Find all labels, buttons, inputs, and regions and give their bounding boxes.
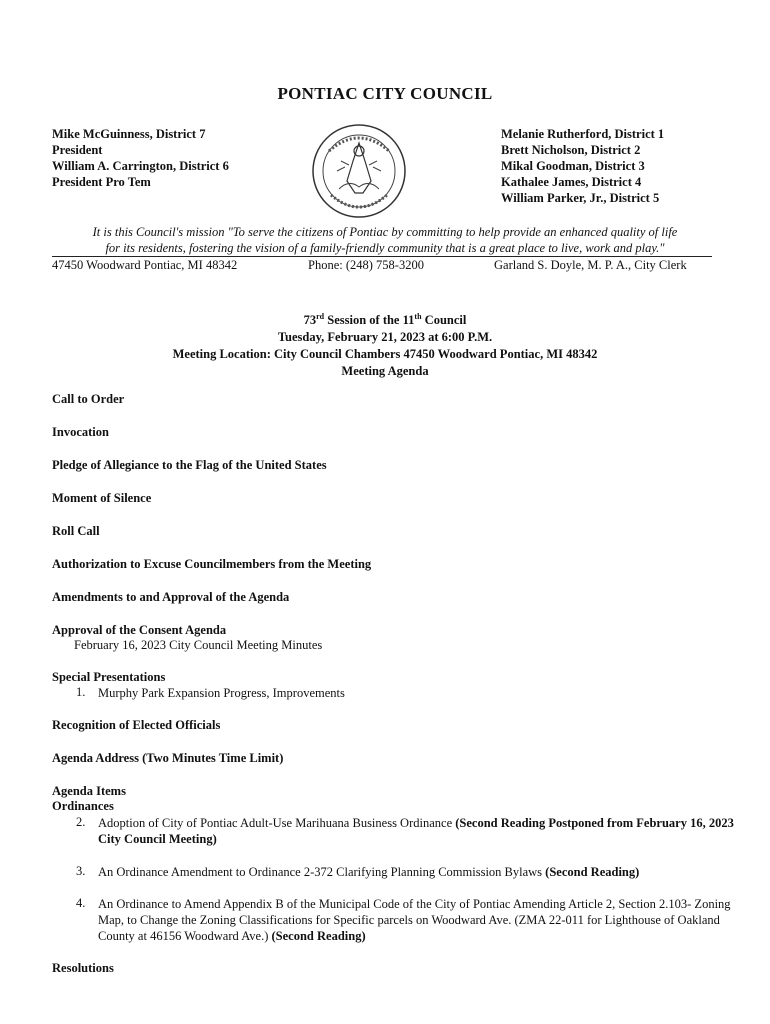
council-title: PONTIAC CITY COUNCIL — [277, 84, 493, 103]
list-number: 1. — [76, 685, 86, 699]
member-line: President — [52, 143, 103, 157]
member-line: President Pro Tem — [52, 175, 151, 189]
moment-of-silence: Moment of Silence — [52, 491, 152, 505]
consent-agenda-item: February 16, 2023 City Council Meeting Minutes — [74, 638, 323, 652]
divider — [52, 256, 712, 257]
ordinance-item: An Ordinance to Amend Appendix B of the Municipal Code of the City of Pontiac Amending Article 2, Section 2.103- Zoning Map, to Change the Zoning Classifications for Specific parcels on Woodward Ave. (ZMA 22-011 for Lighthouse of Oakland County at 46156 Woodward Ave.) (Second Reading) — [98, 897, 731, 943]
amendments: Amendments to and Approval of the Agenda — [52, 590, 290, 604]
header-left-members — [52, 126, 229, 190]
address: 47450 Woodward Pontiac, MI 48342 — [52, 258, 238, 272]
city-clerk: Garland S. Doyle, M. P. A., City Clerk — [494, 258, 687, 272]
phone: Phone: (248) 758-3200 — [308, 258, 424, 272]
agenda-address: Agenda Address (Two Minutes Time Limit) — [52, 751, 284, 765]
session-title: 73rd Session of the 11th Council — [303, 312, 467, 328]
ordinance-item: Adoption of City of Pontiac Adult-Use Marihuana Business Ordinance (Second Reading Postponed from February 16, 2023 City Council Meeting) — [98, 816, 734, 846]
consent-agenda-title: Approval of the Consent Agenda — [52, 623, 227, 637]
ordinance-item: An Ordinance Amendment to Ordinance 2-372 Clarifying Planning Commission Bylaws (Second Reading) — [98, 865, 640, 879]
roll-call: Roll Call — [52, 524, 100, 538]
recognition: Recognition of Elected Officials — [52, 718, 221, 732]
call-to-order: Call to Order — [52, 392, 125, 406]
mission-line: It is this Council's mission "To serve the citizens of Pontiac by committing to help provide an enhanced quality of life — [92, 225, 678, 239]
mission-line: for its residents, fostering the vision of a family-friendly community that is a great place to live, work and play." — [105, 241, 665, 255]
list-number: 2. — [76, 815, 86, 829]
special-presentations-title: Special Presentations — [52, 670, 166, 684]
invocation: Invocation — [52, 425, 109, 439]
mission-statement — [40, 224, 730, 256]
meeting-date: Tuesday, February 21, 2023 at 6:00 P.M. — [277, 330, 493, 345]
city-seal-icon — [309, 121, 409, 221]
member-line: William A. Carrington, District 6 — [52, 159, 229, 173]
agenda-items-title: Agenda Items — [52, 784, 126, 798]
header-right-members — [501, 126, 664, 206]
pledge: Pledge of Allegiance to the Flag of the United States — [52, 458, 327, 472]
session-info — [0, 308, 770, 380]
member-line: Mike McGuinness, District 7 — [52, 127, 206, 141]
special-presentation-item: Murphy Park Expansion Progress, Improvements — [98, 686, 345, 700]
meeting-agenda-label: Meeting Agenda — [341, 364, 429, 379]
list-number: 3. — [76, 864, 86, 878]
resolutions-title: Resolutions — [52, 961, 114, 975]
list-number: 4. — [76, 896, 86, 910]
member-line: Kathalee James, District 4 — [501, 175, 642, 189]
meeting-location: Meeting Location: City Council Chambers 47450 Woodward Pontiac, MI 48342 — [172, 347, 598, 362]
member-line: William Parker, Jr., District 5 — [501, 191, 660, 205]
ordinances-title: Ordinances — [52, 799, 114, 813]
authorization: Authorization to Excuse Councilmembers from the Meeting — [52, 557, 372, 571]
member-line: Melanie Rutherford, District 1 — [501, 127, 665, 141]
member-line: Mikal Goodman, District 3 — [501, 159, 645, 173]
member-line: Brett Nicholson, District 2 — [501, 143, 641, 157]
